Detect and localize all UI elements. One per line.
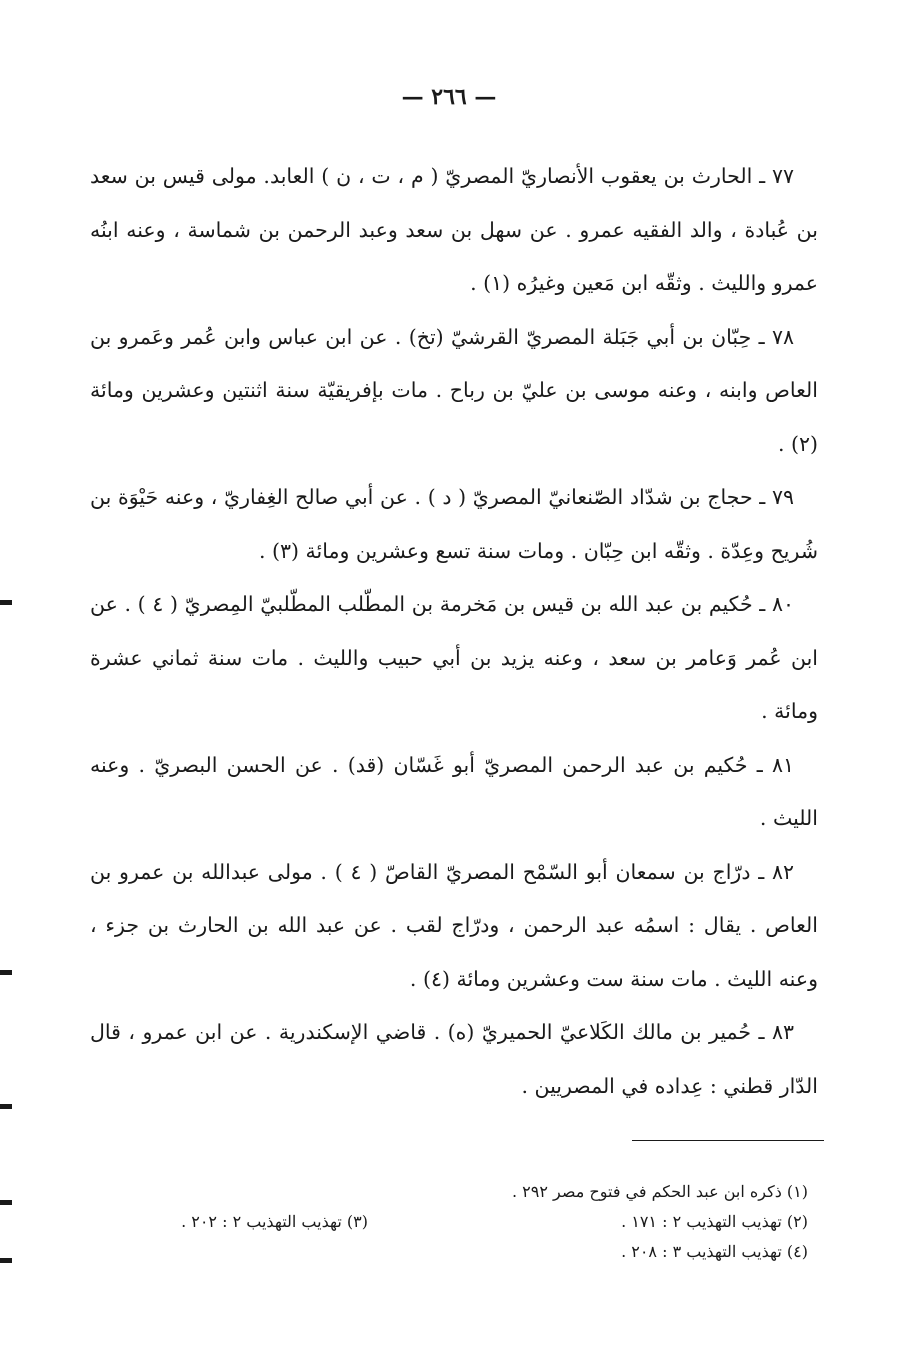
footnote-1: (١) ذكره ابن عبد الحكم في فتوح مصر ٢٩٢ . (512, 1182, 808, 1201)
scan-edge-mark (0, 600, 12, 605)
footnote-4: (٤) تهذيب التهذيب ٣ : ٢٠٨ . (621, 1242, 808, 1261)
entry-77: ٧٧ ـ الحارث بن يعقوب الأنصاريّ المصريّ ( م ، ت ، ن ) العابد. مولى قيس بن سعد بن عُبادة ، والد الفقيه عمرو . عن سهل بن سعد وعبد الرحمن بن شماسة ، وعنه ابنُه عمرو والليث . وثقّه ابن مَعين وغيرُه (١) . (90, 164, 818, 295)
scan-edge-mark (0, 1258, 12, 1263)
scan-edge-mark (0, 970, 12, 975)
scan-edge-mark (0, 1104, 12, 1109)
page-number: — ٢٦٦ — (401, 84, 497, 110)
entry-83: ٨٣ ـ حُمير بن مالك الكَلاعيّ الحميريّ (ه) . قاضي الإسكندرية . عن ابن عمرو ، قال الدّار قطني : عِداده في المصريين . (90, 1020, 818, 1098)
entry-81: ٨١ ـ حُكيم بن عبد الرحمن المصريّ أبو غَسّان (قد) . عن الحسن البصريّ . وعنه الليث . (90, 752, 818, 830)
footnote-2: (٢) تهذيب التهذيب ٢ : ١٧١ . (621, 1212, 808, 1231)
entry-82: ٨٢ ـ درّاج بن سمعان أبو السّمْح المصريّ القاصّ ( ٤ ) . مولى عبدالله بن عمرو بن العاص . يقال : اسمُه عبد الرحمن ، ودرّاج لقب . عن عبد الله بن الحارث بن جزء ، وعنه الليث . مات سنة ست وعشرين ومائة (٤) . (90, 859, 818, 991)
footnote-separator (632, 1140, 824, 1141)
scan-edge-mark (0, 1200, 12, 1205)
entry-80: ٨٠ ـ حُكيم بن عبد الله بن قيس بن مَخرمة بن المطّلب المطّلبيّ المِصريّ ( ٤ ) . عن ابن عُمر وَعامر بن سعد ، وعنه يزيد بن أبي حبيب والليث . مات سنة ثماني عشرة ومائة . (90, 592, 818, 723)
entry-78: ٧٨ ـ حِبّان بن أبي جَبَلة المصريّ القرشيّ (تخ) . عن ابن عباس وابن عُمر وعَمرو بن العاص وابنه ، وعنه موسى بن عليّ بن رباح . مات بإفريقيّة سنة اثنتين وعشرين ومائة (٢) . (90, 324, 818, 456)
main-text (90, 150, 818, 1113)
entry-79: ٧٩ ـ حجاج بن شدّاد الصّنعانيّ المصريّ ( د ) . عن أبي صالح الغِفاريّ ، وعنه حَيْوَة بن شُريح وعِدّة . وثقّه ابن حِبّان . ومات سنة تسع وعشرين ومائة (٣) . (90, 485, 818, 563)
footnote-3: (٣) تهذيب التهذيب ٢ : ٢٠٢ . (181, 1212, 368, 1231)
